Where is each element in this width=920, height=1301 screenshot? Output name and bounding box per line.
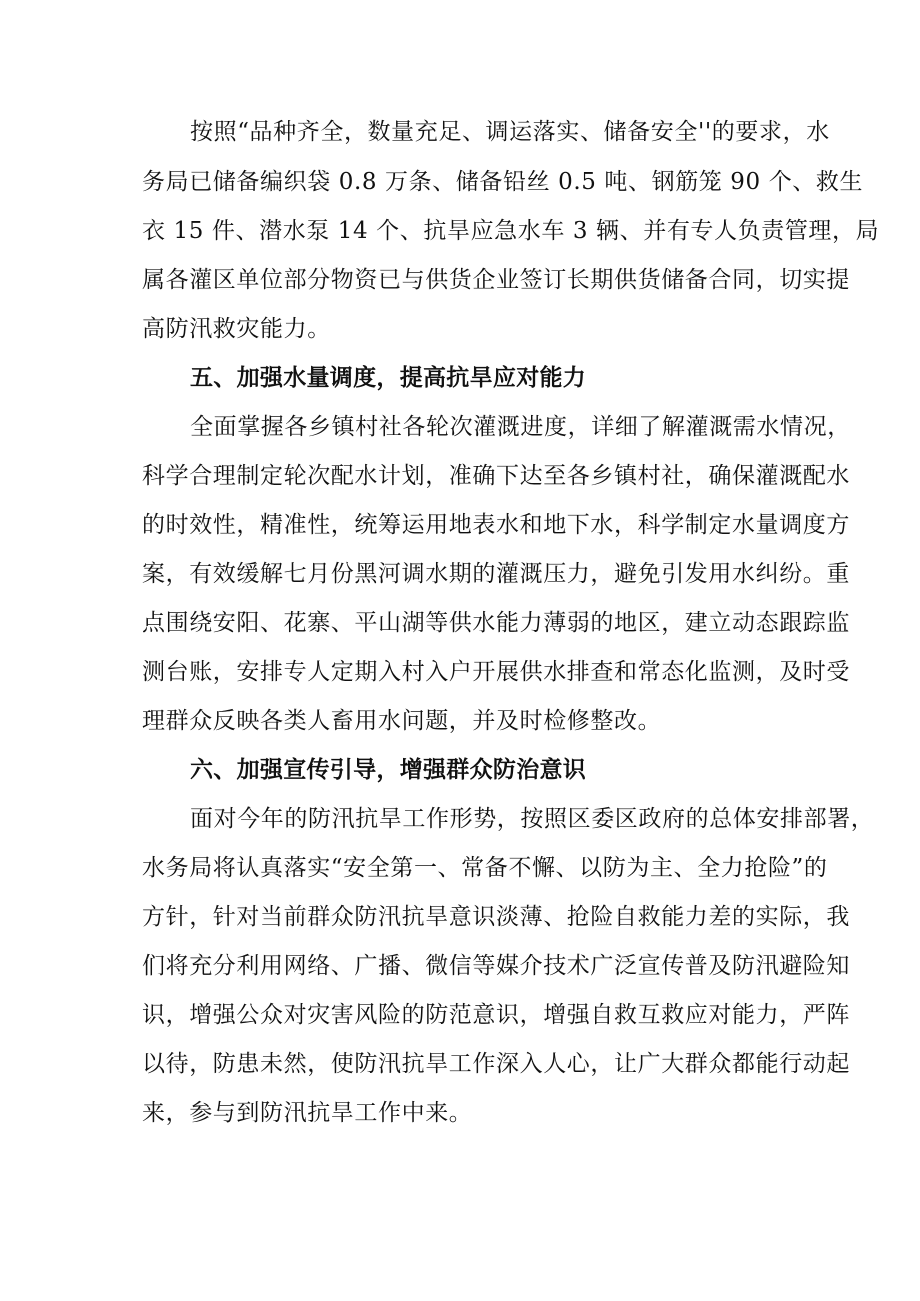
paragraph-line: 以待，防患未然，使防汛抗旱工作深入人心，让广大群众都能行动起 [142,1051,850,1077]
paragraph-line: 水务局将认真落实“安全第一、常备不懈、以防为主、全力抢险”的 [142,855,828,881]
paragraph-line: 的时效性，精准性，统筹运用地表水和地下水，科学制定水量调度方 [142,512,850,538]
paragraph-line: 们将充分利用网络、广播、微信等媒介技术广泛宣传普及防汛避险知 [142,953,850,979]
paragraph-line: 面对今年的防汛抗旱工作形势，按照区委区政府的总体安排部署， [190,806,875,832]
paragraph-line: 案，有效缓解七月份黑河调水期的灌溉压力，避免引发用水纠纷。重 [142,561,850,587]
paragraph-line: 理群众反映各类人畜用水问题，并及时检修整改。 [142,708,662,734]
section-heading: 五、加强水量调度，提高抗旱应对能力 [190,365,587,391]
paragraph-line: 方针，针对当前群众防汛抗旱意识淡薄、抢险自救能力差的实际，我 [142,904,850,930]
paragraph-line: 测台账，安排专人定期入村入户开展供水排查和常态化监测，及时受 [142,659,850,685]
paragraph-line: 全面掌握各乡镇村社各轮次灌溉进度，详细了解灌溉需水情况， [190,414,851,440]
paragraph-line: 按照“品种齐全，数量充足、调运落实、储备安全''的要求，水 [190,119,830,145]
paragraph-line: 点围绕安阳、花寨、平山湖等供水能力薄弱的地区，建立动态跟踪监 [142,610,850,636]
paragraph-line: 务局已储备编织袋 0.8 万条、储备铅丝 0.5 吨、钢筋笼 90 个、救生 [142,169,864,195]
paragraph-line: 衣 15 件、潜水泵 14 个、抗旱应急水车 3 辆、并有专人负责管理，局 [142,218,880,244]
paragraph-line: 属各灌区单位部分物资已与供货企业签订长期供货储备合同，切实提 [142,267,850,293]
paragraph-line: 高防汛救灾能力。 [142,316,331,342]
paragraph-line: 识，增强公众对灾害风险的防范意识，增强自救互救应对能力，严阵 [142,1002,850,1028]
section-heading: 六、加强宣传引导，增强群众防治意识 [190,757,587,783]
paragraph-line: 科学合理制定轮次配水计划，准确下达至各乡镇村社，确保灌溉配水 [142,463,850,489]
paragraph-line: 来，参与到防汛抗旱工作中来。 [142,1100,473,1126]
